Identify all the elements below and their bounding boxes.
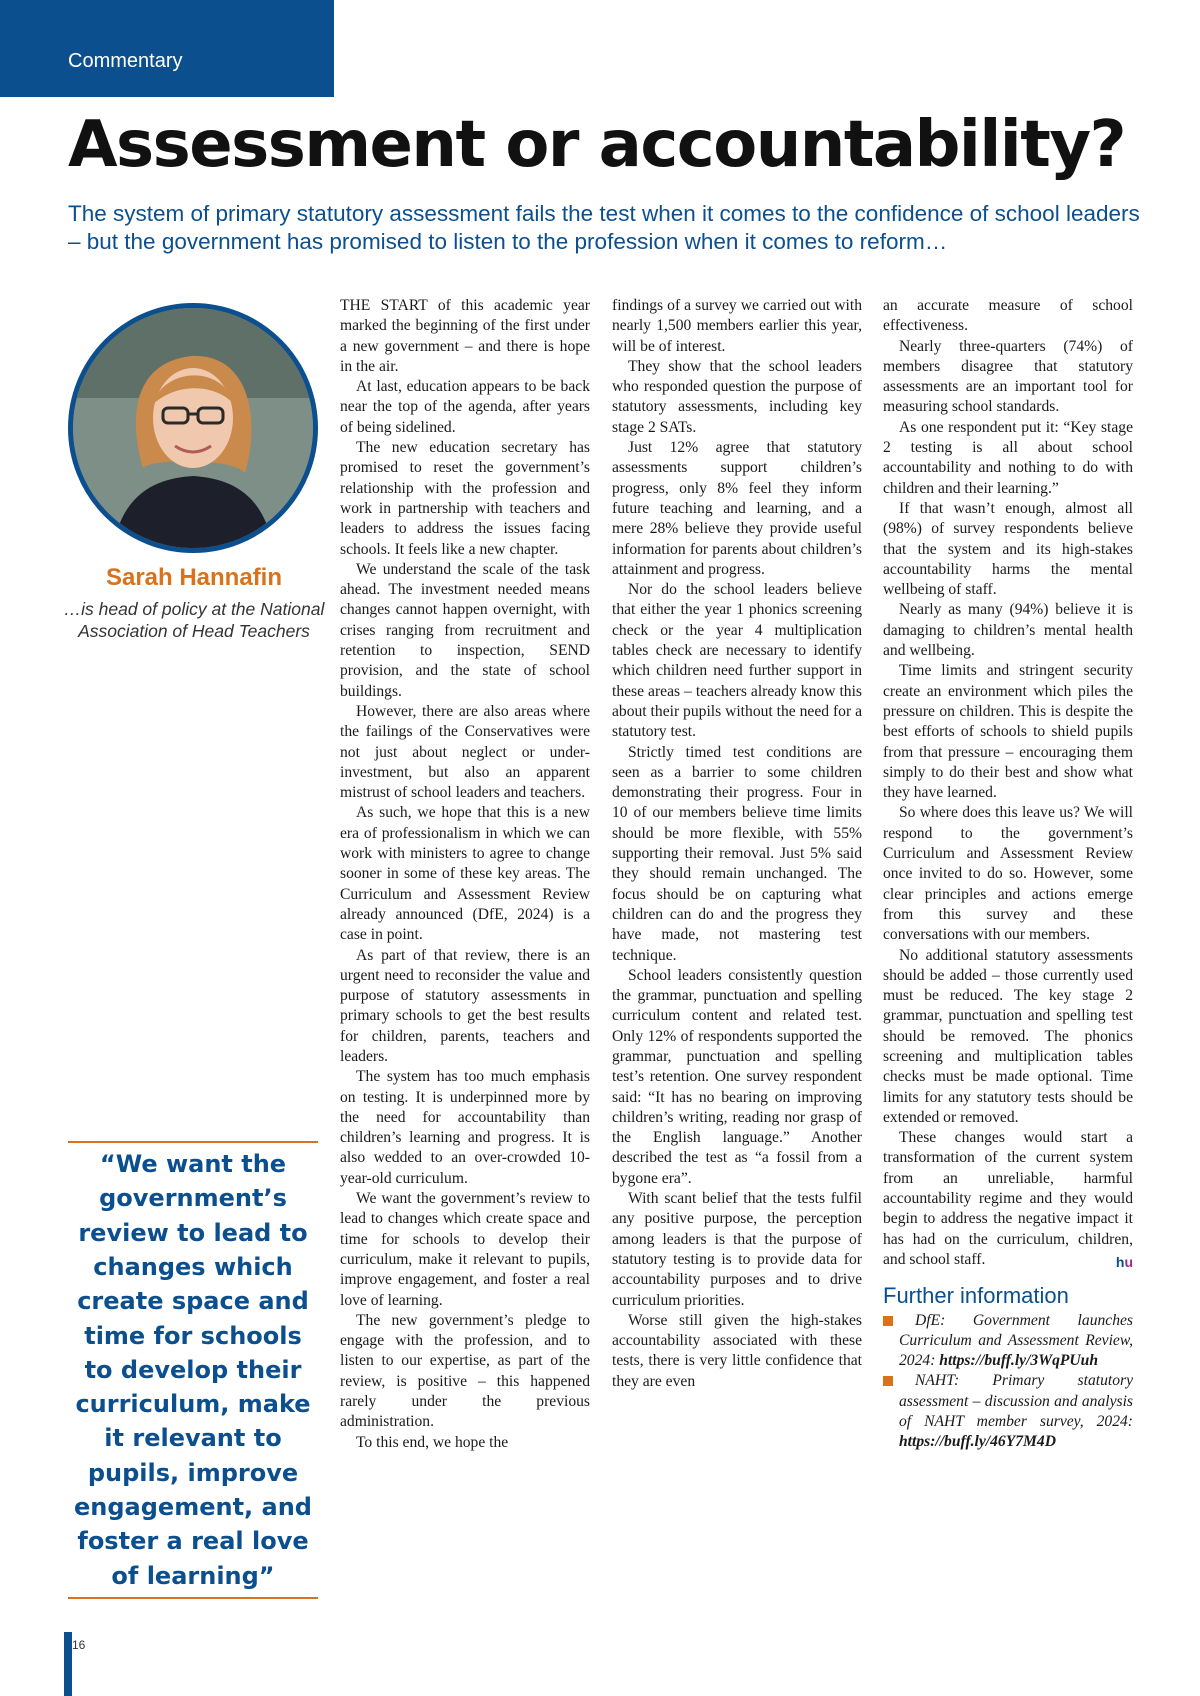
headline: Assessment or accountability? [68, 108, 1126, 182]
paragraph: Nearly three-quarters (74%) of members disagree that statutory assessments are an important tool for measuring school standards. [883, 337, 1133, 416]
section-label: Commentary [68, 50, 183, 72]
paragraph: Nor do the school leaders believe that either the year 1 phonics screening check or the year 4 multiplication tables check are necessary to identify which children need further support in these areas – teachers already know this about their pupils without the need for a statutory test. [612, 581, 862, 741]
paragraph: Nearly as many (94%) believe it is damaging to children’s mental health and wellbeing. [883, 601, 1133, 660]
paragraph: However, there are also areas where the failings of the Conservatives were not just about neglect or under-investment, but also an apparent mistrust of school leaders and teachers. [340, 702, 590, 802]
paragraph: THE START of this academic year marked the beginning of the first under a new government – and there is hope in the air. [340, 297, 590, 375]
paragraph: Just 12% agree that statutory assessments support children’s progress, only 8% feel they inform future teaching and learning, and a mere 28% believe they provide useful information for parents about children’s attainment and progress. [612, 439, 862, 578]
paragraph: If that wasn’t enough, almost all (98%) of survey respondents believe that the system and its high-stakes accountability harms the mental wellbeing of staff. [883, 499, 1133, 599]
end-mark-logo [1116, 1252, 1133, 1272]
paragraph-final [883, 1128, 1133, 1270]
paragraph: To this end, we hope the [356, 1433, 509, 1451]
author-photo-illustration [73, 308, 313, 548]
paragraph: So where does this leave us? We will respond to the government’s Curriculum and Assessment Review once invited to do so. However, some clear principles and actions emerge from this survey and these conversations with our members. [883, 804, 1133, 944]
paragraph: With scant belief that the tests fulfil any positive purpose, the perception among leaders is that the purpose of statutory testing is to provide data for accountability purposes and to drive curriculum priorities. [612, 1190, 862, 1309]
paragraph: Strictly timed test conditions are seen as a barrier to some children demonstrating their progress. Four in 10 of our members believe time limits should be more flexible, with 55% supporting their removal. Just 5% said they should remain unchanged. The focus should be on capturing what children can do and the progress they have made, not mastering test technique. [612, 743, 862, 964]
paragraph: As such, we hope that this is a new era of professionalism in which we can work with ministers to agree to change sooner in some of these key areas. The Curriculum and Assessment Review already announced (DfE, 2024) is a case in point. [340, 804, 590, 944]
end-mark-h: h [1115, 1253, 1125, 1270]
paragraph: As one respondent put it: “Key stage 2 testing is all about school accountability and nothing to do with children and their learning.” [883, 418, 1133, 497]
square-bullet-icon [883, 1376, 893, 1386]
section-tab [0, 0, 334, 97]
square-bullet-icon [883, 1316, 893, 1326]
paragraph: Time limits and stringent security create an environment which piles the pressure on children. This is despite the best efforts of schools to shield pupils from that pressure – encouraging them simply to do their best and show what they have learned. [883, 662, 1133, 802]
reference-link[interactable]: https://buff.ly/46Y7M4D [899, 1433, 1056, 1451]
body-column-2 [612, 296, 862, 1392]
page-number: 16 [72, 1638, 86, 1652]
end-mark-u: u [1124, 1253, 1133, 1270]
standfirst: The system of primary statutory assessment fails the test when it comes to the confidence of school leaders – but the government has promised to listen to the profession when it comes to reform… [68, 201, 1140, 254]
pull-quote [68, 1141, 318, 1599]
paragraph: Worse still given the high-stakes accountability associated with these tests, there is very little confidence that they are even [612, 1311, 862, 1390]
reference-link[interactable]: https://buff.ly/3WqPUuh [939, 1352, 1099, 1370]
reference-item [883, 1311, 1133, 1372]
reference-text: DfE: Government launches Curriculum and Assessment Review, 2024: [899, 1311, 1133, 1370]
author-portrait [68, 303, 318, 553]
author-bio: …is head of policy at the National Association of Head Teachers [63, 599, 325, 641]
body-column-3 [883, 296, 1133, 1453]
final-paragraph-text: These changes would start a transformation of the current system from an unreliable, harmful accountability regime and they would begin to address the negative impact it has had on the curriculum, children, and school staff. [883, 1129, 1133, 1268]
paragraph: We want the government’s review to lead to changes which create space and time for schools to develop their curriculum, make it relevant to pupils, improve engagement, and foster a real love of learning. [340, 1190, 590, 1309]
page-edge-strip [64, 1632, 72, 1696]
paragraph: School leaders consistently question the grammar, punctuation and spelling curriculum content and related test. Only 12% of respondents supported the grammar, punctuation and spelling test’s retention. One survey respondent said: “It has no bearing on improving children’s writing, reading nor grasp of the English language.” Another described the test as “a fossil from a bygone era”. [612, 966, 862, 1187]
paragraph: We understand the scale of the task ahead. The investment needed means changes cannot happen overnight, with crises ranging from recruitment and retention to inspection, SEND provision, and the state of school buildings. [340, 560, 590, 700]
paragraph: The new government’s pledge to engage with the profession, and to listen to our expertise, as part of the review, is positive – this happened rarely under the previous administration. [340, 1311, 590, 1431]
body-column-1 [340, 296, 590, 1453]
author-name: Sarah Hannafin [105, 564, 283, 591]
paragraph: No additional statutory assessments should be added – those currently used must be reduced. The key stage 2 grammar, punctuation and spelling test should be removed. The phonics screening and multiplication tables checks must be made optional. Time limits for any statutory tests should be extended or removed. [883, 946, 1133, 1126]
paragraph: The system has too much emphasis on testing. It is underpinned more by the need for accountability than children’s learning and progress. It is also wedded to an over-crowded 10-year-old curriculum. [340, 1068, 590, 1187]
paragraph: They show that the school leaders who responded question the purpose of statutory assessments, including key stage 2 SATs. [612, 357, 862, 436]
paragraph: findings of a survey we carried out with nearly 1,500 members earlier this year, will be of interest. [612, 297, 862, 355]
reference-item [883, 1371, 1133, 1452]
paragraph: The new education secretary has promised to reset the government’s relationship with the profession and work in partnership with teachers and leaders to address the issues facing schools. It feels like a new chapter. [340, 439, 590, 558]
reference-text: NAHT: Primary statutory assessment – discussion and analysis of NAHT member survey, 2024: [899, 1372, 1133, 1431]
paragraph: As part of that review, there is an urgent need to reconsider the value and purpose of statutory assessments in primary schools to get the best results for children, parents, teachers and leaders. [340, 946, 590, 1065]
paragraph: At last, education appears to be back near the top of the agenda, after years of being sidelined. [340, 378, 590, 436]
further-information-heading: Further information [883, 1283, 1069, 1309]
pull-quote-text: “We want the government’s review to lead to changes which create space and time for schools to develop their curriculum, make it relevant to pupils, improve engagement, and foster a real love of learning” [74, 1150, 312, 1590]
paragraph: an accurate measure of school effectiveness. [883, 297, 1133, 335]
